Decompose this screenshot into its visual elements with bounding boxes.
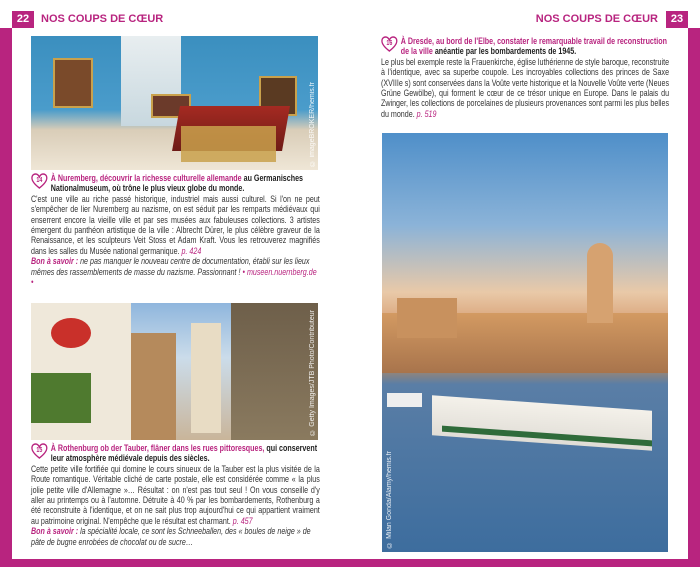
website-link[interactable]: • museen.nuernberg.de • — [31, 265, 317, 288]
photo-credit: © Getty Images/JTB Photo/Contributeur — [309, 310, 316, 436]
entry-lead-highlight: À Nuremberg, découvrir la richesse culturelle allemande — [50, 172, 242, 183]
entry-lead-text: au Germanisches Nationalmuseum, où trône le plus vieux globe du monde. — [50, 172, 304, 194]
tip-text: ne pas manquer le nouveau centre de documentation, établi sur les lieux mêmes des rassemblements de masse du nazisme. Passionnant ! — [31, 255, 310, 277]
photo-credit: © Milan Gonda/Alamy/hemis.fr — [386, 451, 393, 548]
photo-museum — [31, 36, 318, 170]
page-ref-link[interactable]: p. 424 — [181, 244, 202, 256]
page-ref-link[interactable]: p. 457 — [232, 514, 253, 526]
heart-number-icon: 16 — [381, 36, 398, 52]
page-ref-link[interactable]: p. 519 — [416, 107, 437, 119]
entry-14 — [31, 173, 320, 287]
entry-16 — [381, 36, 669, 119]
page-number-left: 22 — [12, 11, 34, 28]
entry-body: C'est une ville au riche passé historique, industriel mais aussi culturel. Si l'on ne peut s'empêcher de lier Nuremberg au nazisme, on est séduit par les remparts médiévaux qui enserrent encore la vieille ville et par ses musées aux fabuleuses collections. 3 artistes émergent du panthéon artistique de la ville : Albrecht Dürer, le plus célèbre graveur de la Renaissance, et les sculpteurs Veit Stoss et Adam Kraft. Vous les retrouverez magnifiés dans les salles du Musée national germanique. — [31, 192, 320, 256]
entry-body: Cette petite ville fortifiée qui domine le cours sinueux de la Tauber est la plus visitée de la Route romantique. Véritable cliché de carte postale, elle est considérée comme « la plus jolie petite ville d'Allemagne »… Résultat : on n'est pas tout seul ! On vous conseille d'y aller au printemps ou à l'automne. Détruite à 40 % par les bombardements, Rothenburg a été reconstruite à l'identique, et on ne sait plus trop aujourd'hui ce qui appartient vraiment au patrimoine original. N'empêche que le résultat est charmant. — [31, 462, 320, 526]
heart-number-icon: 14 — [31, 173, 48, 189]
tip-label: Bon à savoir : — [31, 255, 79, 267]
running-head-right: NOS COUPS DE CŒUR — [535, 13, 658, 25]
heart-number-icon: 15 — [31, 443, 48, 459]
page-frame-right — [688, 28, 700, 567]
entry-15 — [31, 443, 320, 547]
tip-label: Bon à savoir : — [31, 525, 79, 537]
photo-credit: © imageBROKER/hemis.fr — [309, 81, 316, 166]
entry-lead-highlight: À Rothenburg ob der Tauber, flâner dans les rues pittoresques, — [50, 442, 265, 453]
running-head-left: NOS COUPS DE CŒUR — [41, 13, 164, 25]
tip-text: la spécialité locale, ce sont les Schneeballen, des « boules de neige » de pâte de bugne enrobées de chocolat ou de sucre… — [31, 525, 311, 547]
photo-rothenburg — [31, 303, 318, 440]
entry-lead-text: qui conservent leur atmosphère médiévale depuis des siècles. — [50, 442, 318, 464]
page-frame-left — [0, 28, 12, 567]
page-frame-bottom — [0, 559, 700, 567]
page-number-right: 23 — [666, 11, 688, 28]
entry-body: Le plus bel exemple reste la Frauenkirche, église luthérienne de style baroque, reconstruite à l'identique, avec sa superbe coupole. Les incroyables collections des princes de Saxe (XVIIIe s) sont conservées dans la Voûte verte historique et la Nouvelle Voûte verte (Neues Grüne Gewölbe), qui forment le cœur de ce trésor unique en Europe. Dans le palais du Zwinger, les collections de porcelaines de plusieurs provenances sont parmi les plus belles du monde. — [381, 55, 670, 119]
entry-lead-highlight: À Dresde, au bord de l'Elbe, constater le remarquable travail de reconstruction de la ville — [400, 35, 667, 57]
photo-dresden — [382, 133, 668, 552]
entry-lead-text: anéantie par les bombardements de 1945. — [432, 45, 577, 57]
